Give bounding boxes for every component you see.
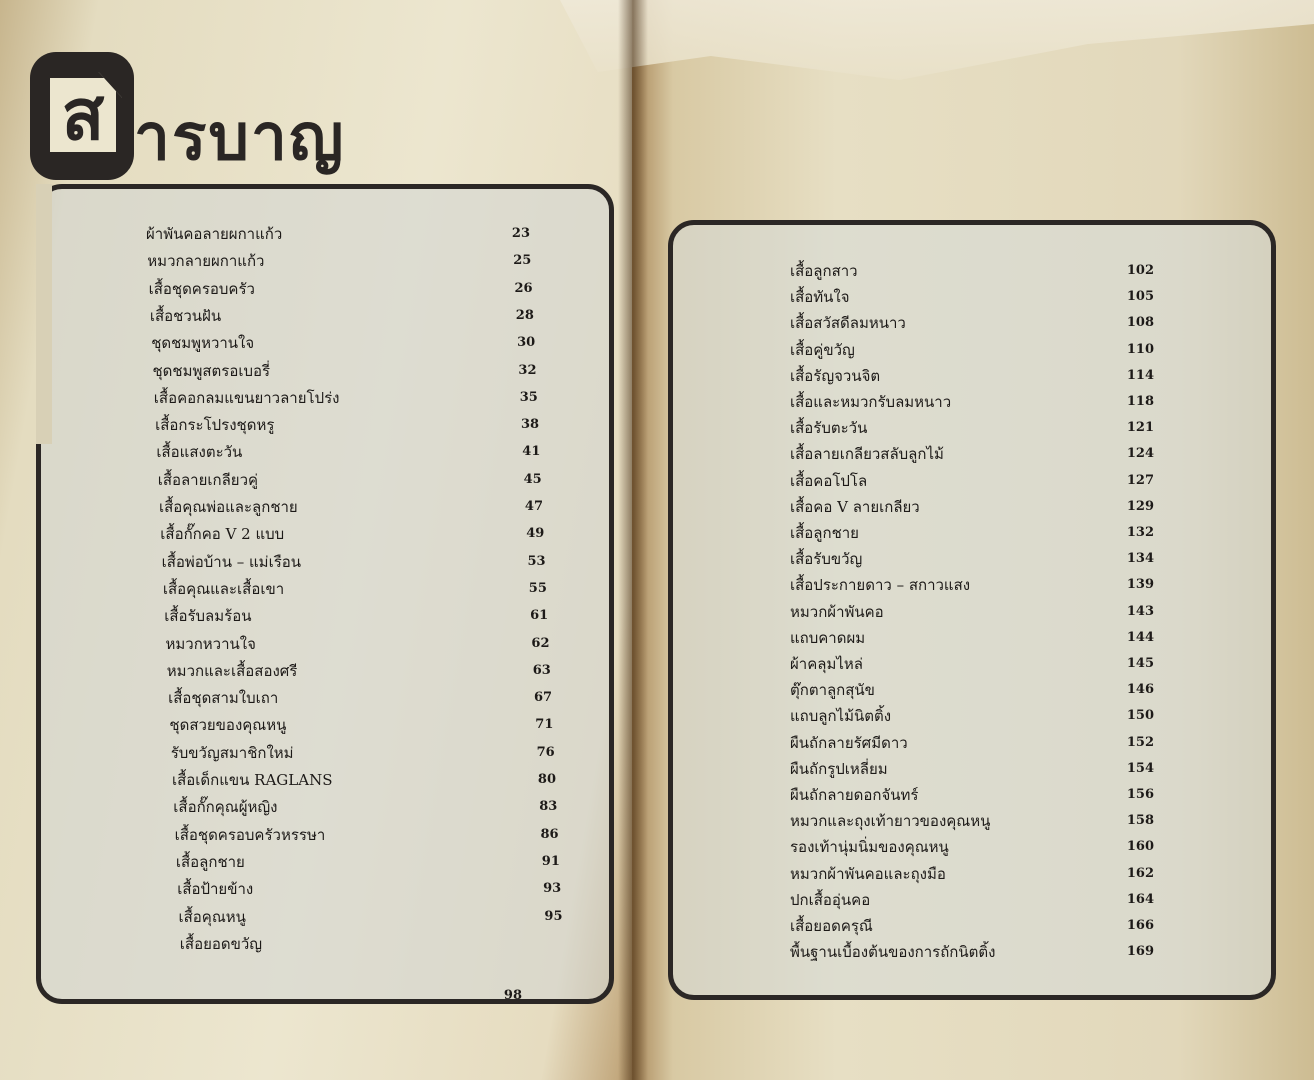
toc-entry-title: เสื้อและหมวกรับลมหนาว — [790, 393, 952, 411]
toc-entry-page-number: 80 — [537, 772, 556, 787]
toc-entry-page-number: 26 — [514, 280, 533, 296]
toc-entry — [790, 914, 1160, 938]
toc-entry — [170, 741, 555, 765]
toc-entry-page-number: 30 — [517, 335, 536, 351]
toc-entry — [168, 686, 553, 710]
toc-entry-title: เสื้อกั๊กคุณผู้หญิง — [173, 798, 278, 817]
toc-entry-page-number: 71 — [535, 717, 554, 733]
toc-entry-page-number: 67 — [534, 690, 553, 706]
toc-entry — [790, 731, 1160, 755]
toc-entry — [174, 823, 559, 847]
toc-entry-title: หมวกและถุงเท้ายาวของคุณหนู — [790, 812, 991, 831]
toc-entry-page-number: 162 — [1126, 865, 1154, 881]
toc-entry-page-number: 23 — [511, 226, 530, 241]
book-gutter — [618, 0, 648, 1080]
toc-entry-page-number: 127 — [1126, 472, 1154, 488]
toc-entry-page-number: 45 — [523, 471, 542, 487]
toc-entry-title: ผืนถักลายดอกจันทร์ — [790, 786, 919, 804]
toc-entry-page-number: 132 — [1126, 525, 1154, 540]
toc-entry — [157, 468, 542, 492]
toc-entry-page-number: 152 — [1126, 734, 1154, 750]
toc-entry-title: หมวกและเสื้อสองศรี — [166, 661, 298, 680]
toc-entry-page-number: 145 — [1126, 656, 1154, 671]
toc-entry-page-number: 150 — [1126, 708, 1154, 724]
toc-entry-title: เสื้อพ่อบ้าน – แม่เรือน — [161, 552, 302, 571]
toc-entry-title: หมวกลายผกาแก้ว — [147, 252, 265, 271]
toc-entry-title: เสื้อแสงตะวัน — [156, 443, 243, 462]
toc-entry-page-number: 121 — [1126, 420, 1154, 436]
toc-entry — [166, 659, 551, 683]
toc-entry-page-number: 28 — [515, 307, 534, 323]
toc-entry-title: ชุดชมพูสตรอเบอรี่ — [152, 361, 271, 380]
toc-entry-page-number: 102 — [1126, 263, 1154, 278]
toc-entry-title: เสื้อคอโปโล — [790, 471, 868, 490]
toc-entry — [790, 704, 1160, 728]
toc-entry — [790, 364, 1160, 388]
toc-entry — [790, 416, 1160, 440]
toc-entry — [790, 311, 1160, 335]
toc-entry — [790, 390, 1160, 414]
toc-entry-title: ผืนถักรูปเหลี่ยม — [790, 759, 888, 778]
toc-entry — [148, 277, 533, 301]
toc-entry-title: เสื้อลายเกลียวคู่ — [157, 470, 259, 489]
toc-entry — [790, 495, 1160, 519]
toc-entry-page-number: 47 — [524, 499, 543, 514]
toc-entry-page-number: 93 — [543, 881, 562, 897]
toc-entry-title: เสื้อประกายดาว – สกาวแสง — [790, 576, 971, 595]
toc-entry-title: เสื้อกั๊กคอ V 2 แบบ — [160, 525, 285, 544]
toc-entry-page-number: 144 — [1126, 629, 1154, 645]
toc-entry-title: เสื้อลายเกลียวสลับลูกไม้ — [790, 445, 944, 464]
toc-entry-title: ชุดชมพูหวานใจ — [151, 334, 255, 353]
toc-entry-page-number: 105 — [1126, 289, 1154, 305]
toc-entry-page-number: 156 — [1126, 787, 1154, 802]
toc-entry-page-number: 76 — [536, 744, 555, 760]
toc-entry — [173, 795, 558, 819]
toc-entry — [790, 285, 1160, 309]
toc-entry-page-number: 32 — [518, 362, 537, 378]
toc-entry-title: เสื้อชุดครอบครัว — [148, 279, 255, 298]
toc-entry-page-number: 166 — [1126, 918, 1154, 933]
toc-entry — [790, 678, 1160, 702]
toc-entry-title: เสื้อรับตะวัน — [790, 419, 868, 438]
toc-entry-page-number: 124 — [1126, 446, 1154, 462]
toc-entry-title: ปกเสื้ออุ่นคอ — [790, 890, 871, 909]
toc-entry-page-number: 62 — [531, 635, 550, 651]
page-title: ารบาญ — [134, 101, 346, 175]
toc-entry-title: เสื้อลูกชาย — [175, 852, 245, 871]
toc-entry — [159, 495, 543, 519]
toc-entry-page-number: 114 — [1126, 367, 1154, 383]
toc-entry — [180, 932, 520, 956]
toc-entry — [790, 888, 1160, 912]
toc-entry — [790, 626, 1160, 650]
toc-entry — [790, 259, 1160, 283]
toc-entry-page-number: 61 — [530, 608, 549, 624]
toc-entry-title: เสื้อชุดครอบครัวหรรษา — [174, 825, 326, 844]
toc-entry — [156, 440, 541, 464]
toc-entry — [165, 632, 550, 656]
toc-entry — [164, 604, 549, 628]
toc-entry-title: ชุดสวยของคุณหนู — [169, 716, 287, 735]
toc-entry-page-number: 160 — [1126, 839, 1154, 855]
toc-entry-page-number: 169 — [1126, 944, 1154, 960]
toc-entry-page-number: 164 — [1126, 891, 1154, 907]
toc-entry-title: เสื้อสวัสดีลมหนาว — [790, 314, 906, 333]
toc-entry-page-number: 154 — [1126, 760, 1154, 776]
toc-entry-title: เสื้อชวนฝัน — [149, 306, 222, 325]
toc-entry — [169, 713, 554, 737]
toc-entry — [161, 550, 546, 574]
toc-entry — [790, 809, 1160, 833]
toc-entry — [790, 547, 1160, 571]
toc-entry — [790, 652, 1160, 676]
toc-entry-title: หมวกหวานใจ — [165, 634, 256, 653]
toc-entry-title: รองเท้านุ่มนิ่มของคุณหนู — [790, 838, 949, 857]
toc-entry-title: เสื้อรับขวัญ — [790, 550, 863, 569]
toc-entry — [177, 877, 562, 901]
toc-entry-title: รับขวัญสมาชิกใหม่ — [170, 743, 294, 762]
frame-notch — [36, 184, 52, 444]
toc-entry-title: เสื้อรัญจวนจิต — [790, 366, 881, 385]
toc-entry-page-number: 83 — [539, 799, 558, 815]
toc-entry-page-number: 41 — [522, 444, 541, 460]
toc-entry-page-number: 139 — [1126, 577, 1154, 593]
toc-entry — [147, 249, 532, 273]
toc-entry — [790, 521, 1160, 545]
toc-entry — [172, 768, 556, 792]
toc-entry — [160, 522, 545, 546]
toc-entry — [790, 442, 1160, 466]
toc-entry — [178, 905, 563, 929]
toc-entry — [790, 600, 1160, 624]
toc-entry — [153, 386, 538, 410]
toc-extra-page-number: 98 — [503, 988, 522, 1003]
heading-logo-letter: ส — [61, 73, 105, 156]
toc-entry-title: เสื้อลูกชาย — [790, 524, 859, 542]
toc-entry-title: หมวกผ้าพันคอและถุงมือ — [790, 864, 946, 883]
toc-entry-title: เสื้อคอ V ลายเกลียว — [790, 497, 920, 516]
toc-entry-page-number: 158 — [1126, 813, 1154, 829]
toc-entry — [175, 850, 560, 874]
toc-entry-title: เสื้อคุณและเสื้อเขา — [162, 579, 285, 598]
toc-entry-title: เสื้อคุณหนู — [178, 907, 246, 926]
toc-entry-title: เสื้อเด็กแขน RAGLANS — [172, 771, 333, 789]
toc-entry-page-number: 25 — [513, 253, 532, 269]
toc-entry — [790, 573, 1160, 597]
toc-entry — [151, 331, 536, 355]
toc-entry-title: เสื้อคอกลมแขนยาวลายโปร่ง — [153, 388, 340, 407]
toc-entry — [149, 304, 534, 328]
toc-entry — [790, 862, 1160, 886]
toc-entry-page-number: 146 — [1126, 682, 1154, 698]
toc-entry-page-number: 143 — [1126, 603, 1154, 619]
toc-entry-title: ผ้าพันคอลายผกาแก้ว — [146, 225, 283, 243]
toc-entry-page-number: 91 — [541, 853, 560, 869]
toc-entry — [790, 940, 1160, 964]
toc-entry — [155, 413, 540, 437]
toc-entry — [790, 783, 1160, 807]
toc-entry-title: ผืนถักลายรัศมีดาว — [790, 733, 908, 752]
toc-entry-title: เสื้อทันใจ — [790, 288, 850, 307]
toc-entry-page-number: 53 — [527, 553, 546, 569]
toc-entry — [152, 359, 537, 383]
toc-entry-title: เสื้อคุณพ่อและลูกชาย — [159, 498, 298, 516]
toc-entry-page-number: 86 — [540, 826, 559, 842]
toc-entry-page-number: 129 — [1126, 498, 1154, 514]
toc-entry-title: หมวกผ้าพันคอ — [790, 602, 884, 621]
toc-entry — [790, 757, 1160, 781]
toc-entry-page-number: 63 — [532, 662, 551, 678]
toc-entry-page-number: 49 — [526, 526, 545, 542]
toc-entry — [790, 469, 1160, 493]
toc-entry-page-number: 55 — [528, 580, 547, 596]
toc-entry-title: เสื้อยอดครุณี — [790, 917, 873, 935]
toc-entry-title: เสื้อป้ายข้าง — [177, 880, 254, 899]
toc-entry-page-number: 35 — [519, 389, 538, 405]
toc-entry-page-number: 38 — [521, 417, 540, 433]
toc-entry — [146, 222, 530, 246]
toc-entry-title: ตุ๊กตาลูกสุนัข — [790, 681, 875, 700]
toc-entry-title: เสื้อชุดสามใบเถา — [168, 689, 279, 708]
toc-entry-title: แถบคาดผม — [790, 628, 866, 647]
toc-entry-title: เสื้อลูกสาว — [790, 262, 858, 280]
toc-entry-title: เสื้อรับลมร้อน — [164, 607, 252, 626]
toc-entry — [790, 338, 1160, 362]
toc-entry — [162, 577, 547, 601]
toc-entry-title: เสื้อกระโปรงชุดหรู — [155, 416, 275, 435]
toc-entry-title: แถบลูกไม้นิตติ้ง — [790, 707, 892, 726]
toc-entry-page-number: 134 — [1126, 551, 1154, 567]
toc-entry-title: เสื้อคู่ขวัญ — [790, 340, 855, 359]
toc-entry-page-number: 108 — [1126, 315, 1154, 331]
toc-entry-page-number: 110 — [1126, 341, 1154, 357]
toc-entry-title: พื้นฐานเบื้องต้นของการถักนิตติ้ง — [790, 943, 996, 962]
toc-entry-title: ผ้าคลุมไหล่ — [790, 655, 863, 673]
toc-entry-title: เสื้อยอดขวัญ — [179, 934, 263, 953]
toc-entry-page-number: 95 — [544, 908, 563, 924]
toc-entry-page-number: 118 — [1126, 394, 1154, 409]
toc-entry — [790, 835, 1160, 859]
